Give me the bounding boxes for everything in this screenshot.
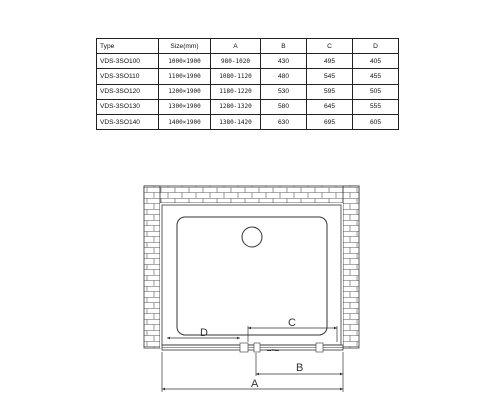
header-a: A xyxy=(211,39,261,54)
cell-d: 555 xyxy=(353,99,399,114)
dimension-label-b: B xyxy=(296,362,304,374)
cell-a: 1180-1220 xyxy=(211,84,261,99)
header-d: D xyxy=(353,39,399,54)
cell-size: 1200×1900 xyxy=(159,84,211,99)
cell-type: VDS-3SO100 xyxy=(97,54,159,69)
cell-b: 530 xyxy=(261,84,307,99)
cell-c: 545 xyxy=(307,69,353,84)
cell-a: 980-1020 xyxy=(211,54,261,69)
cell-size: 1100×1900 xyxy=(159,69,211,84)
cell-c: 695 xyxy=(307,114,353,129)
cell-b: 630 xyxy=(261,114,307,129)
dimension-label-d: D xyxy=(200,327,208,339)
cell-c: 495 xyxy=(307,54,353,69)
cell-b: 580 xyxy=(261,99,307,114)
cell-type: VDS-3SO130 xyxy=(97,99,159,114)
svg-text:▬▭▬: ▬▭▬ xyxy=(267,347,279,352)
cell-d: 455 xyxy=(353,69,399,84)
cell-c: 645 xyxy=(307,99,353,114)
cell-a: 1380-1420 xyxy=(211,114,261,129)
cell-type: VDS-3SO120 xyxy=(97,84,159,99)
cell-c: 595 xyxy=(307,84,353,99)
cell-type: VDS-3SO140 xyxy=(97,114,159,129)
cell-b: 430 xyxy=(261,54,307,69)
cell-a: 1080-1120 xyxy=(211,69,261,84)
cell-d: 505 xyxy=(353,84,399,99)
cell-b: 480 xyxy=(261,69,307,84)
header-type: Type xyxy=(97,39,159,54)
cell-d: 405 xyxy=(353,54,399,69)
cell-a: 1280-1320 xyxy=(211,99,261,114)
header-c: C xyxy=(307,39,353,54)
header-size: Size(mm) xyxy=(159,39,211,54)
cell-d: 605 xyxy=(353,114,399,129)
dimension-label-c: C xyxy=(288,317,296,329)
cell-size: 1400×1900 xyxy=(159,114,211,129)
cell-type: VDS-3SO110 xyxy=(97,69,159,84)
cell-size: 1300×1900 xyxy=(159,99,211,114)
dimension-label-a: A xyxy=(251,378,259,390)
header-b: B xyxy=(261,39,307,54)
cell-size: 1000×1900 xyxy=(159,54,211,69)
